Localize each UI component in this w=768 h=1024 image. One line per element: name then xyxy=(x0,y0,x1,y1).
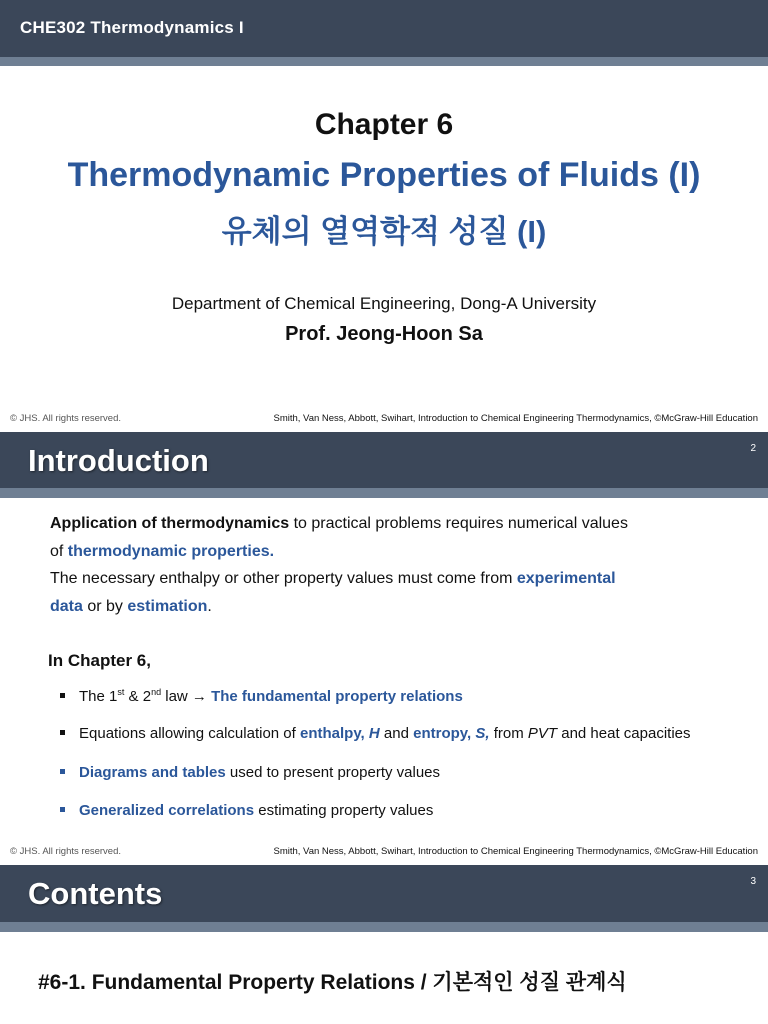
text: to practical problems requires numerical values xyxy=(289,515,628,532)
bullet-item-4: Generalized correlations estimating property values xyxy=(60,802,433,819)
text: The necessary enthalpy or other property values must come from xyxy=(50,570,517,587)
bullet-item-3: Diagrams and tables used to present property values xyxy=(60,764,440,781)
contents-item-1: #6-1. Fundamental Property Relations / 기본적인 성질 관계식 xyxy=(38,971,627,994)
text: of xyxy=(50,543,68,560)
subheading: In Chapter 6, xyxy=(48,651,151,670)
page-number: 2 xyxy=(750,443,756,454)
text-strong: Application of thermodynamics xyxy=(50,515,290,532)
text: or by xyxy=(82,598,128,615)
professor: Prof. Jeong-Hoon Sa xyxy=(285,323,483,345)
slide1-header-accent xyxy=(0,57,768,66)
bullet-marker xyxy=(60,807,65,812)
slide2-header-accent xyxy=(0,488,768,498)
chapter-title-en: Thermodynamic Properties of Fluids (I) xyxy=(67,156,701,194)
bullet-item-2: Equations allowing calculation of enthalpy, H and entropy, S, from PVT and heat capacities xyxy=(60,725,691,742)
copyright: © JHS. All rights reserved. xyxy=(10,413,122,424)
slide-title-introduction: Introduction xyxy=(28,443,209,478)
bullet-marker xyxy=(60,693,65,698)
text-highlight: data xyxy=(50,598,83,615)
copyright: © JHS. All rights reserved. xyxy=(10,846,122,857)
reference: Smith, Van Ness, Abbott, Swihart, Introduction to Chemical Engineering Thermodynamics, ©McGraw-Hill Education xyxy=(273,413,758,424)
bullet-marker xyxy=(60,769,65,774)
intro-paragraph-2 xyxy=(50,565,750,621)
page-number: 3 xyxy=(750,876,756,887)
slide-title-contents: Contents xyxy=(28,876,163,911)
bullet-marker xyxy=(60,730,65,735)
chapter-label: Chapter 6 xyxy=(314,108,454,141)
course-title: CHE302 Thermodynamics I xyxy=(20,18,244,37)
slide3-header-accent xyxy=(0,922,768,932)
text-highlight: experimental xyxy=(516,570,616,587)
text-highlight: estimation xyxy=(127,598,208,615)
text: . xyxy=(207,598,212,615)
intro-paragraph-1 xyxy=(50,510,750,566)
department: Department of Chemical Engineering, Dong-A University xyxy=(171,294,597,313)
chapter-title-ko: 유체의 열역학적 성질 (I) xyxy=(221,214,547,249)
reference: Smith, Van Ness, Abbott, Swihart, Introduction to Chemical Engineering Thermodynamics, ©McGraw-Hill Education xyxy=(273,846,758,857)
text-highlight: thermodynamic properties. xyxy=(67,543,275,560)
bullet-item-1: The 1st & 2nd law → The fundamental property relations xyxy=(60,687,463,705)
